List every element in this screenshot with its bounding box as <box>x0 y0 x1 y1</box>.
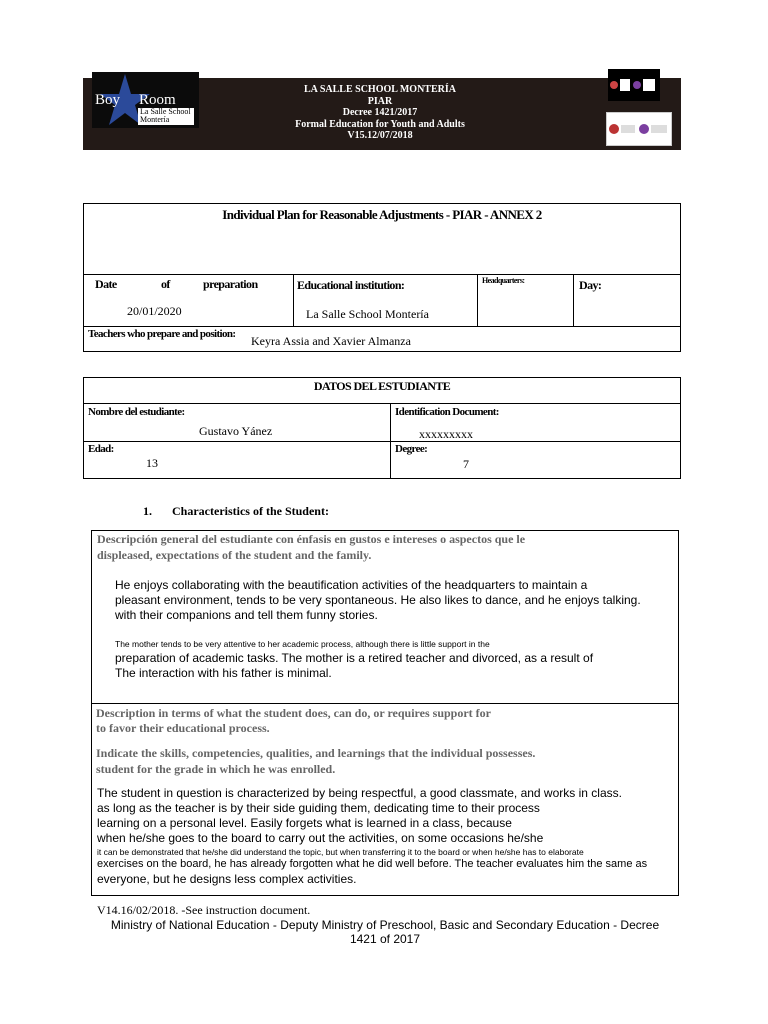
family-paragraph <box>115 651 593 681</box>
section-number: 1. <box>143 504 152 518</box>
family-line: The interaction with his father is minimal. <box>115 666 332 680</box>
header-text <box>220 84 540 142</box>
institution-value: La Salle School Montería <box>306 307 429 321</box>
emblem-bottom <box>606 112 672 146</box>
id-label: Identification Document: <box>395 406 499 418</box>
student-name-label: Nombre del estudiante: <box>88 406 185 418</box>
description-label-1: Descripción general del estudiante con énfasis en gustos e intereses o aspectos que le <box>97 532 526 546</box>
divider <box>573 274 574 326</box>
footer-version: V14.16/02/2018. -See instruction document. <box>97 903 311 917</box>
footer-ministry-1: Ministry of National Education - Deputy Ministry of Preschool, Basic and Secondary Education - Decree <box>110 918 660 932</box>
teachers-label: Teachers who prepare and position: <box>88 328 236 340</box>
logo-subtitle-line-2: Montería <box>140 115 170 124</box>
headquarters-label: Headquarters: <box>482 276 525 285</box>
header-line-version: V15.12/07/2018 <box>347 130 413 141</box>
header-line-decree: Decree 1421/2017 <box>342 107 418 118</box>
emblem-top <box>608 69 660 101</box>
skills-line: exercises on the board, he has already forgotten what he did well before. The teacher evaluates him the same as <box>97 858 648 870</box>
logo-word-left: Boy <box>95 92 121 108</box>
skills-line: when he/she goes to the board to carry out the activities, on some occasions he/she <box>97 831 544 845</box>
plan-title: Individual Plan for Reasonable Adjustments - PIAR - ANNEX 2 <box>222 207 542 222</box>
divider <box>477 274 478 326</box>
institution-label: Educational institution: <box>297 278 405 292</box>
header-line-program: Formal Education for Youth and Adults <box>295 118 465 130</box>
divider <box>91 703 679 704</box>
student-section-title: DATOS DEL ESTUDIANTE <box>313 379 451 393</box>
skills-last-line: everyone, but he designs less complex activities. <box>97 872 357 886</box>
family-line: preparation of academic tasks. The mother is a retired teacher and divorced, as a result of <box>115 651 594 665</box>
skills-line: The student in question is characterized by being respectful, a good classmate, and works in class. <box>97 786 622 800</box>
divider <box>83 441 681 442</box>
support-label-1: Description in terms of what the student does, can do, or requires support for <box>96 706 491 720</box>
section-heading: Characteristics of the Student: <box>172 504 329 518</box>
age-label: Edad: <box>88 443 114 455</box>
emblem-bottom-icon <box>607 113 671 145</box>
header-line-school: LA SALLE SCHOOL MONTERÍA <box>304 84 456 95</box>
skills-label-2: student for the grade in which he was enrolled. <box>96 762 336 776</box>
logo-word-right: Room <box>139 92 176 108</box>
header-line-piar: PIAR <box>367 95 393 107</box>
age-value: 13 <box>146 456 158 470</box>
date-label-1: Date <box>95 277 117 291</box>
divider <box>83 403 681 404</box>
likes-line: He enjoys collaborating with the beautification activities of the headquarters to maintain a <box>115 578 588 592</box>
emblem-top-icon <box>608 69 660 101</box>
skills-line: learning on a personal level. Easily forgets what is learned in a class, because <box>97 816 512 830</box>
divider <box>83 326 681 327</box>
date-label-3: preparation <box>203 277 258 291</box>
date-value: 20/01/2020 <box>127 304 182 318</box>
day-label: Day: <box>579 278 602 292</box>
likes-line: with their companions and tell them funny stories. <box>115 608 378 622</box>
skills-line: as long as the teacher is by their side guiding them, dedicating time to their process <box>97 801 540 815</box>
degree-value: 7 <box>463 457 469 471</box>
skills-small-line: it can be demonstrated that he/she did understand the topic, but when transferring it to the board or when he/she has to elaborate <box>97 847 584 857</box>
logo-subtitle <box>138 108 194 125</box>
support-label-2: to favor their educational process. <box>96 721 270 735</box>
date-label-2: of <box>161 277 170 291</box>
skills-paragraph <box>97 786 622 846</box>
skills-label-1: Indicate the skills, competencies, qualities, and learnings that the individual possesses. <box>96 746 536 760</box>
footer-ministry-2: 1421 of 2017 <box>349 932 421 946</box>
divider <box>293 274 294 326</box>
student-name-value: Gustavo Yánez <box>199 424 273 438</box>
logo-subtitle-line-1: La Salle School <box>140 107 191 116</box>
degree-label: Degree: <box>395 443 428 455</box>
likes-line: pleasant environment, tends to be very spontaneous. He also likes to dance, and he enjoys talking. <box>115 593 641 607</box>
divider <box>390 403 391 479</box>
id-value: xxxxxxxxx <box>419 427 473 441</box>
likes-paragraph <box>115 578 641 623</box>
description-label-2: displeased, expectations of the student and the family. <box>97 548 372 562</box>
teachers-value: Keyra Assia and Xavier Almanza <box>251 334 411 348</box>
family-small-line: The mother tends to be very attentive to her academic process, although there is little support in the <box>115 639 490 649</box>
divider <box>83 274 681 275</box>
school-logo <box>92 72 199 128</box>
